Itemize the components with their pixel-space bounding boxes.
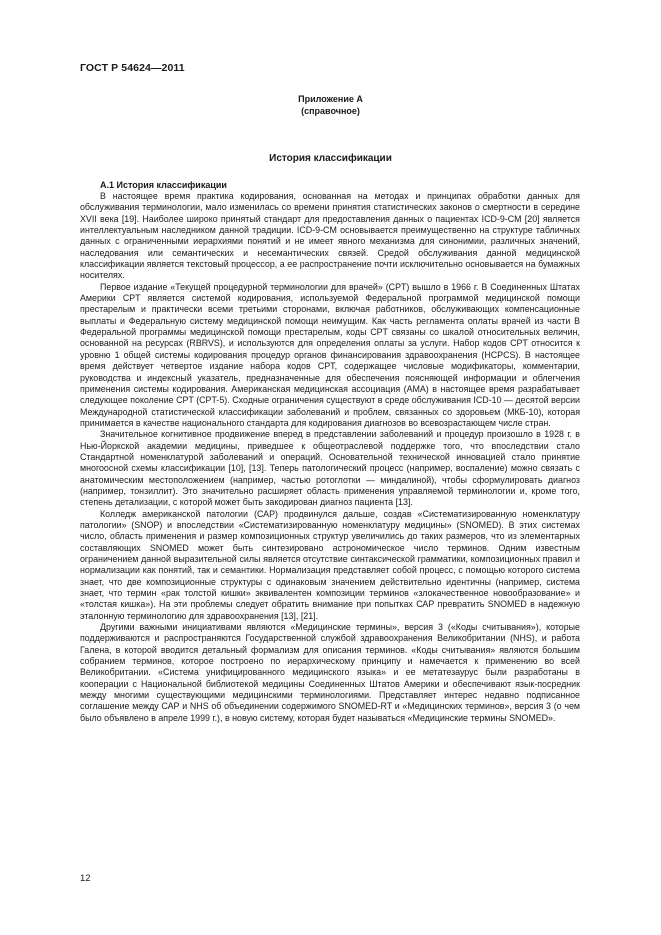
- annex-title: Приложение А: [298, 94, 363, 104]
- page-number: 12: [80, 873, 91, 884]
- paragraph: Первое издание «Текущей процедурной терминологии для врачей» (CPT) вышло в 1966 г. В Соединенных Штатах Америки CPT является системой кодирования, используемой Федеральной программой медицинской помощи престарелым и практически всеми третьими сторонами, включая работников, обслуживающих компенсационные выплаты и Федеральную систему медицинской помощи неимущим. Как часть регламента оплаты врачей из части В Федеральной программы медицинской помощи престарелым, коды CPT связаны со шкалой относительных величин, основанной на ресурсах (RBRVS), и используются для определения оплаты за услуги. Набор кодов CPT относится к уровню 1 общей системы кодирования процедур органов финансирования здравоохранения (HCPCS). В настоящее время действует четвертое издание набора кодов CPT, содержащее числовые модификаторы, комментарии, руководства и индексный указатель, предназначенные для обеспечения поясняющей информации и облегчения применения системы кодирования. Американская медицинская ассоциация (AMA) в настоящее время разрабатывает следующее поколение CPT (CPT-5). Сходные ограничения существуют в среде обслуживания ICD-10 — десятой версии Международной статистической классификации заболеваний и проблем, связанных со здоровьем (МКБ-10), которая принимается в качестве национального стандарта для кодирования диагнозов во всевозрастающем числе стран.: [80, 281, 580, 428]
- paragraph: Другими важными инициативами являются «Медицинские термины», версия 3 («Коды считывания»), которые поддерживаются и распространяются Государственной службой здравоохранения Великобритании (NHS), и работа Галена, в которой вводится детальный формализм для описания терминов. «Коды считывания» являются большим собранием терминов, которое построено по иерархическому принципу и намечается к применению во всей Великобритании. «Система унифицированного медицинского языка» и ее метатезаурус были разработаны в кооперации с Национальной библиотекой медицины Соединенных Штатов Америки и обеспечивают язык-посредник между многими существующими медицинскими терминологиями. Представляет интерес недавно подписанное соглашение между САР и NHS об объединении содержимого SNOMED-RT и «Медицинских терминов», версия 3 (о чем было объявлено в апреле 1999 г.), в новую систему, которая будет называться «Медицинские термины SNOMED».: [80, 622, 580, 723]
- page-title: История классификации: [269, 153, 392, 164]
- standard-header: ГОСТ Р 54624—2011: [80, 62, 185, 74]
- body-text: [80, 191, 580, 724]
- section-title: А.1 История классификации: [100, 180, 227, 190]
- paragraph: Колледж американской патологии (САР) продвинулся дальше, создав «Систематизированную номенклатуру патологии» (SNOP) и впоследствии «Систематизированную номенклатуру медицины» (SNOMED). В этих системах число, область применения и размер композиционных структур увеличились до таких размеров, что из элементарных составляющих SNOMED может быть синтезировано астрономическое число терминов. Одним известным ограничением данной выразительной силы является отсутствие синтаксической грамматики, композиционных правил и нормализации как понятий, так и семантики. Нормализация представляет собой процесс, с помощью которого система знает, что две композиционные структуры с одинаковым значением действительно идентичны (например, система знает, что термин «рак толстой кишки» эквивалентен композиции терминов «злокачественное новообразование» и «толстая кишка»). На эти проблемы следует обратить внимание при попытках САР превратить SNOMED в надежную эталонную терминологию для здравоохранения [13], [21].: [80, 508, 580, 621]
- paragraph: Значительное когнитивное продвижение вперед в представлении заболеваний и процедур произошло в 1928 г. в Нью-Йоркской академии медицины, приведшее к общеотраслевой поддержке того, что впоследствии стало Стандартной номенклатурой заболеваний и операций. Основательной технической инновацией стало принятие многоосной схемы классификации [10], [13]. Теперь патологический процесс (например, воспаление) можно связать с анатомическим местоположением (например, частью ротоглотки — миндалиной), чтобы сформулировать диагноз (например, тонзиллит). Это значительно расширяет область применения управляемой терминологии и, кроме того, степень детализации, с которой может быть закодирован диагноз пациента [13].: [80, 429, 580, 508]
- annex-heading: [80, 93, 581, 117]
- annex-note: (справочное): [301, 106, 360, 116]
- paragraph: В настоящее время практика кодирования, основанная на методах и принципах обработки данных для обслуживания терминологии, мало изменилась со времени принятия статистических законов о смертности в середине XVII века [19]. Наиболее широко принятый стандарт для предоставления данных о пациентах ICD-9-CM [20] является интеллектуальным наследником данной традиции. ICD-9-CM основывается преимущественно на структуре табличных данных с ограниченными иерархиями понятий и не имеет явного механизма для синонимии, различных значений, наследования или семантических и несемантических связей. Средой обслуживания данной медицинской классификации является текстовый процессор, а ее распространение почти исключительно основывается на бумажных носителях.: [80, 191, 580, 281]
